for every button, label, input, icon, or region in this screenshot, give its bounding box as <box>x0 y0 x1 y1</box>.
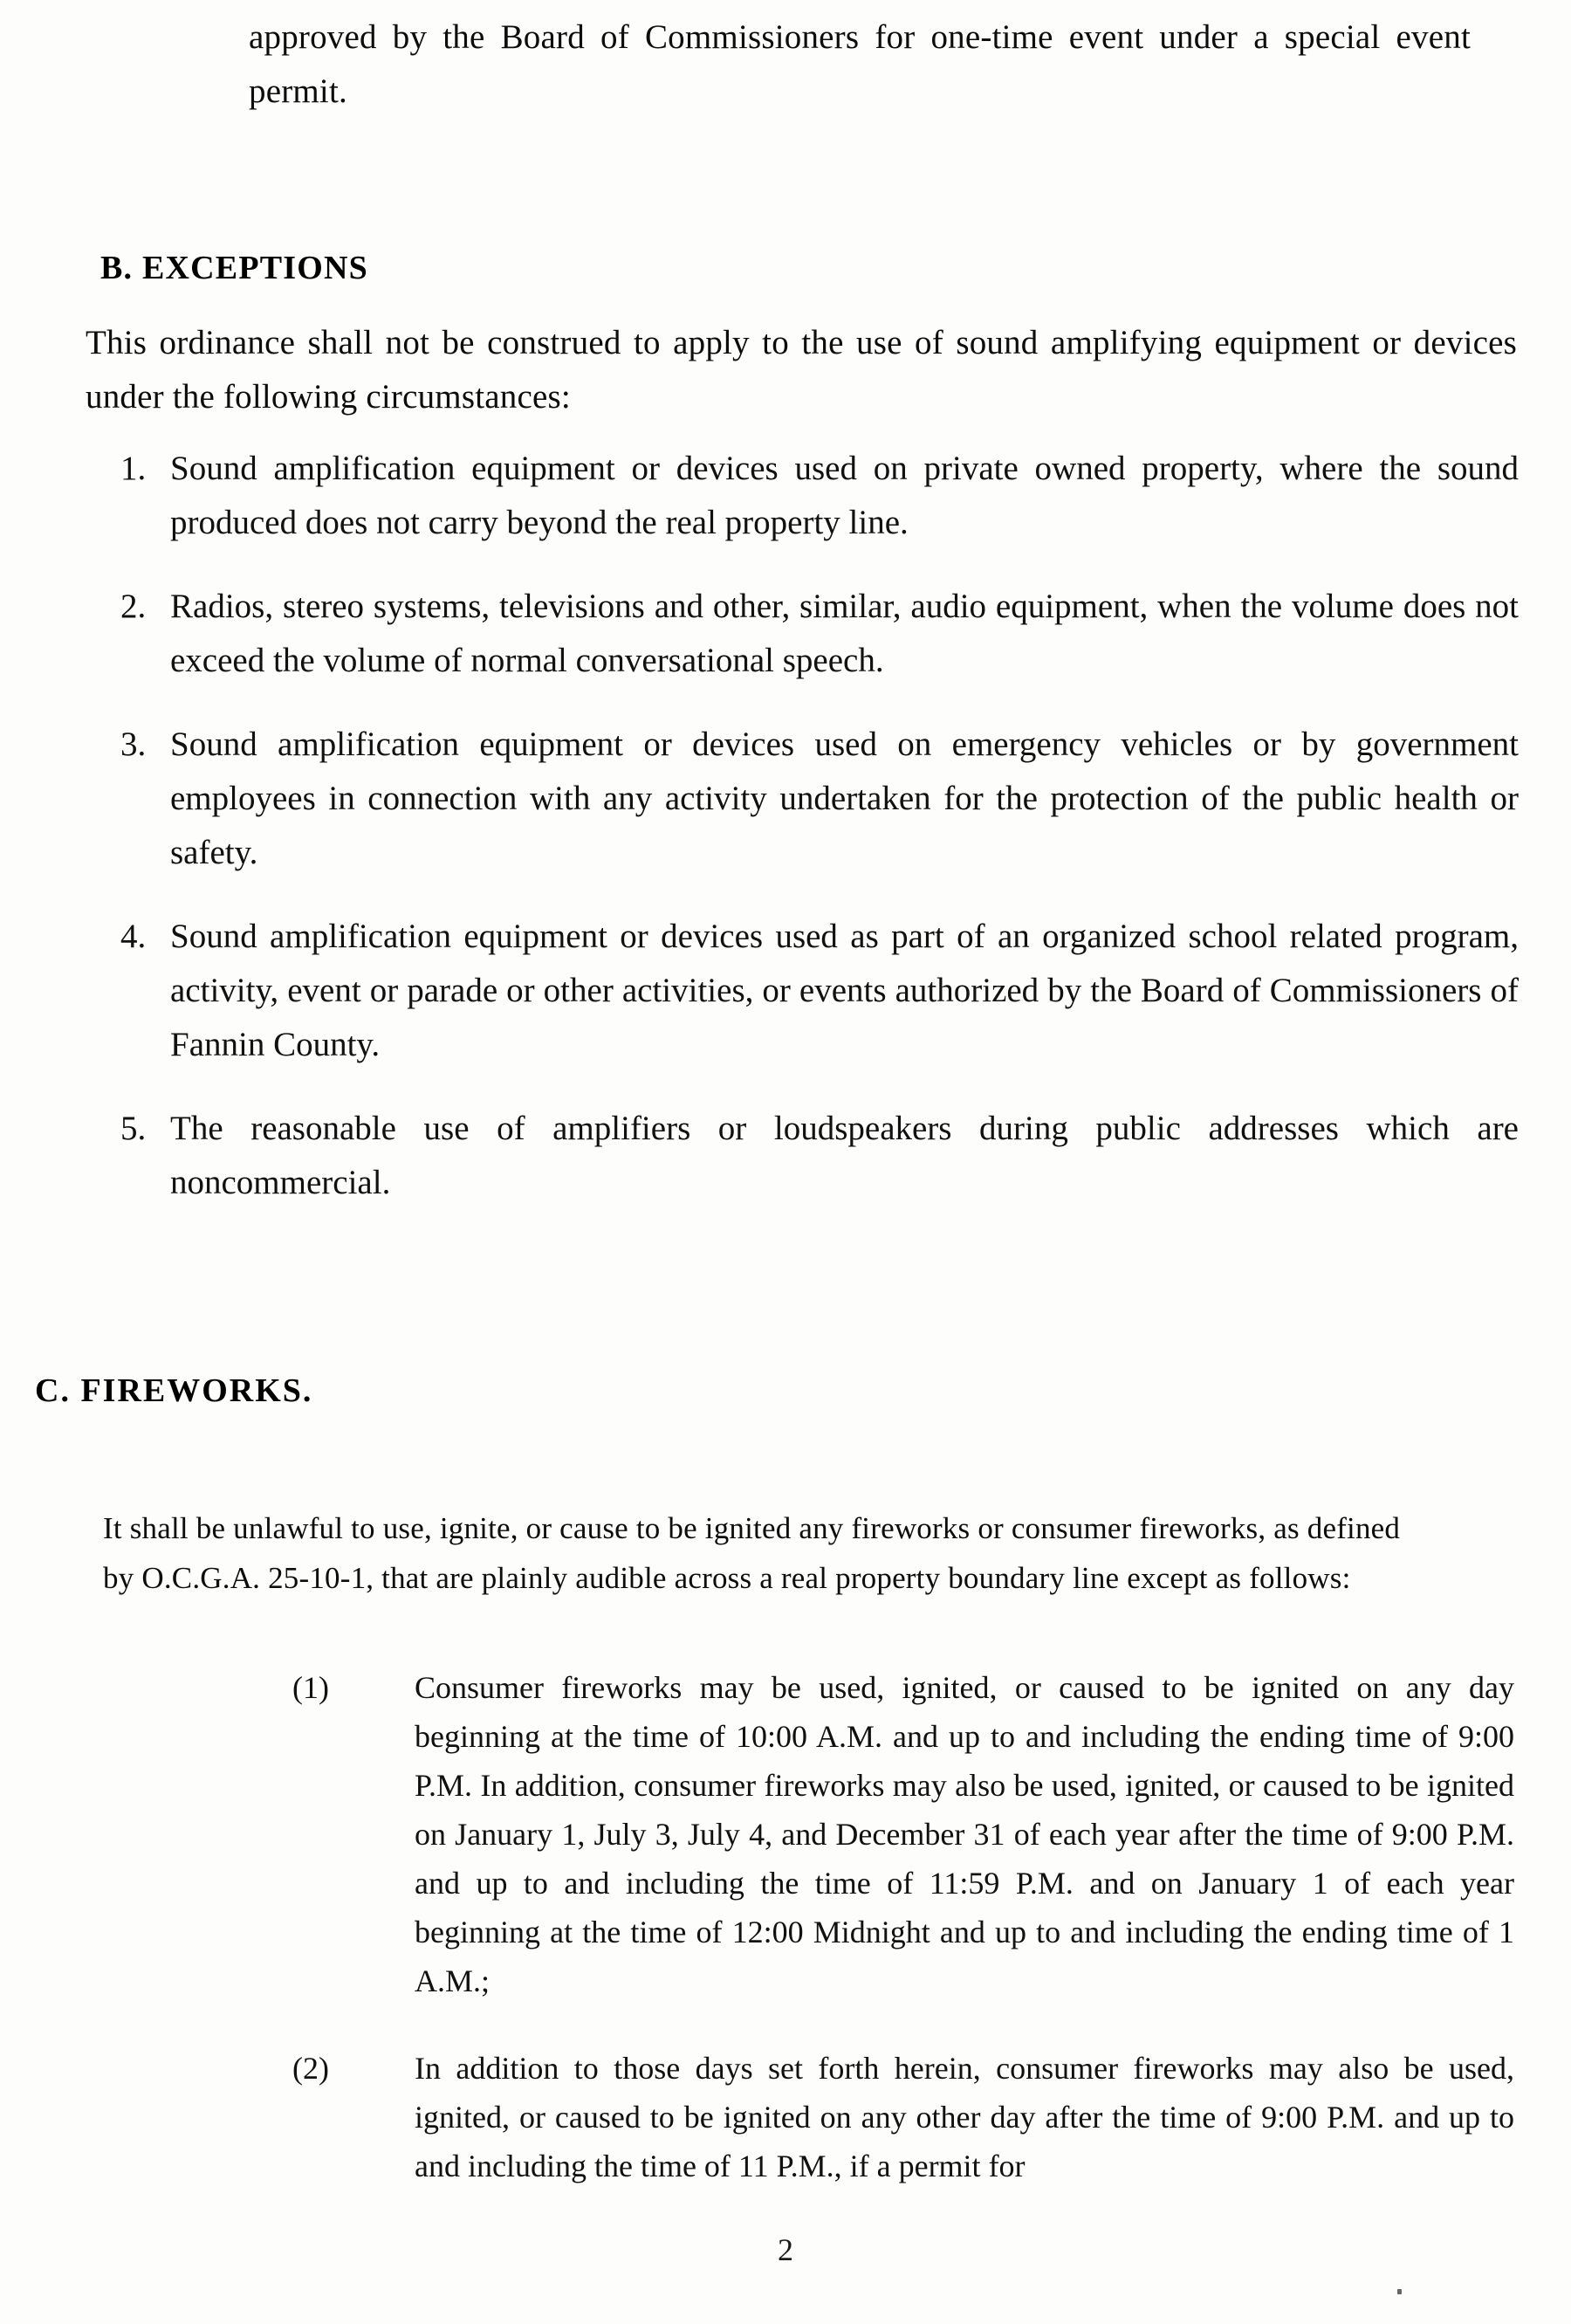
list-item-text: Sound amplification equipment or devices used on emergency vehicles or by government employees in connection with any activity undertaken for the protection of the public health or safety. <box>170 725 1519 871</box>
section-b-intro: This ordinance shall not be construed to apply to the use of sound amplifying equipment or devices under the following circumstances: <box>86 324 1517 416</box>
list-item <box>292 1663 1514 2005</box>
fireworks-list <box>292 1663 1514 2229</box>
section-c-heading: C. FIREWORKS. <box>35 1372 313 1409</box>
list-item-marker: 4. <box>120 918 147 955</box>
list-item <box>105 910 1519 1072</box>
list-item <box>292 2044 1514 2190</box>
list-item-text: Sound amplification equipment or devices used on private owned property, where the sound produced does not carry beyond the real property line. <box>170 450 1519 541</box>
scan-artifact-speck <box>1397 2289 1402 2294</box>
list-item-text: Sound amplification equipment or devices used as part of an organized school related program, activity, event or parade or other activities, or events authorized by the Board of Commissioners of Fannin County. <box>170 918 1519 1063</box>
list-item-marker: (2) <box>292 2051 329 2086</box>
list-item <box>105 442 1519 550</box>
list-item-text: The reasonable use of amplifiers or loudspeakers during public addresses which are noncommercial. <box>170 1110 1519 1201</box>
list-item-marker: (1) <box>292 1670 329 1705</box>
list-item <box>105 580 1519 688</box>
list-item <box>105 718 1519 880</box>
list-item-marker: 1. <box>120 450 147 487</box>
page-number: 2 <box>778 2232 793 2267</box>
list-item <box>105 1102 1519 1210</box>
section-b-heading: B. EXCEPTIONS <box>100 250 369 286</box>
section-c-intro: It shall be unlawful to use, ignite, or cause to be ignited any fireworks or consumer fireworks, as defined by O.C.G.A. 25-10-1, that are plainly audible across a real property boundary line except as follows: <box>103 1511 1401 1595</box>
exceptions-list <box>105 442 1519 1240</box>
list-item-marker: 2. <box>120 588 147 625</box>
list-item-text: Radios, stereo systems, televisions and other, similar, audio equipment, when the volume does not exceed the volume of normal conversational speech. <box>170 588 1519 679</box>
list-item-text: Consumer fireworks may be used, ignited, or caused to be ignited on any day beginning at the time of 10:00 A.M. and up to and including the ending time of 9:00 P.M. In addition, consumer fireworks may also be used, ignited, or caused to be ignited on January 1, July 3, July 4, and December 31 of each year after the time of 9:00 P.M. and up to and including the time of 11:59 P.M. and on January 1 of each year beginning at the time of 12:00 Midnight and up to and including the ending time of 1 A.M.; <box>415 1670 1514 1998</box>
continuation-paragraph: approved by the Board of Commissioners for one-time event under a special event permit. <box>249 18 1471 110</box>
list-item-marker: 5. <box>120 1110 147 1147</box>
list-item-marker: 3. <box>120 725 147 763</box>
list-item-text: In addition to those days set forth herein, consumer fireworks may also be used, ignited, or caused to be ignited on any other day after the time of 9:00 P.M. and up to and including the time of 11 P.M., if a permit for <box>415 2051 1514 2183</box>
